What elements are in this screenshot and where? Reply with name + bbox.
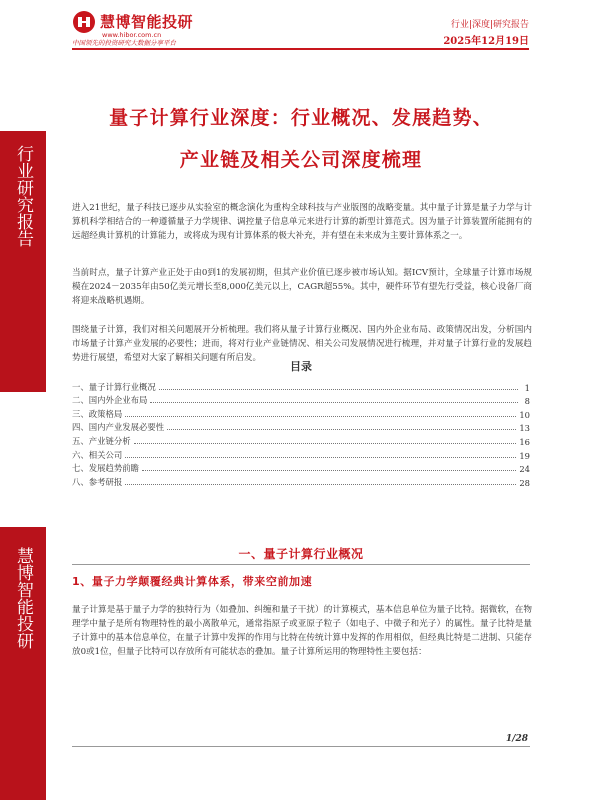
toc-item-label: 五、产业链分析 xyxy=(72,435,134,447)
report-title-line-2: 产业链及相关公司深度梳理 xyxy=(179,149,423,171)
toc-item[interactable] xyxy=(72,474,530,488)
toc-item-page: 24 xyxy=(519,464,530,475)
sidebar-bottom-label: 慧博智能投研 xyxy=(13,547,33,649)
toc-item-page: 13 xyxy=(519,423,530,434)
toc-item[interactable] xyxy=(72,420,530,434)
toc-item-page: 28 xyxy=(519,477,530,488)
footer-divider xyxy=(72,746,530,747)
toc-leader-dots xyxy=(125,484,516,485)
toc-item-label: 一、量子计算行业概况 xyxy=(72,381,159,393)
toc-item-label: 四、国内产业发展必要性 xyxy=(72,421,167,433)
toc-item[interactable] xyxy=(72,393,530,407)
toc-item-label: 三、政策格局 xyxy=(72,408,125,420)
toc-leader-dots xyxy=(159,389,518,390)
toc-item-page: 16 xyxy=(519,436,530,447)
toc-item-page: 1 xyxy=(524,382,530,393)
toc-item[interactable] xyxy=(72,433,530,447)
toc-leader-dots xyxy=(125,416,516,417)
logo-text: 慧博智能投研 xyxy=(100,13,194,31)
toc-leader-dots xyxy=(150,402,518,403)
toc-item-label: 八、参考研报 xyxy=(72,476,125,488)
toc-item-label: 六、相关公司 xyxy=(72,449,125,461)
intro-paragraph-2: 当前时点，量子计算产业正处于由0到1的发展初期，但其产业价值已逐步被市场认知。据ICV预计，全球量子计算市场规模在2024－2035年由50亿美元增长至8,000亿美元以上，CAGR超55%。其中，硬件环节有望先行受益，核心设备厂商将迎来战略机遇期。 xyxy=(72,268,532,306)
table-of-contents xyxy=(72,379,530,488)
toc-item-page: 19 xyxy=(519,450,530,461)
toc-leader-dots xyxy=(142,470,516,471)
toc-item-page: 8 xyxy=(524,396,530,407)
sidebar-band-bottom xyxy=(0,527,46,800)
logo-slogan: 中国领先的投资研究大数据分享平台 xyxy=(72,39,176,47)
section-paragraph-1: 量子计算是基于量子力学的独特行为（如叠加、纠缠和量子干扰）的计算模式，基本信息单位为量子比特。据微软，在物理学中量子是所有物理特性的最小离散单元，通常指原子或亚原子粒子（如电子、中微子和光子）的属性。量子比特是量子计算中的基本信息单位，在量子计算中发挥的作用与比特在传统计算中发挥的作用相似，但经典比特是二进制、只能存放0或1位，但量子比特可以存放所有可能状态的叠加。量子计算所运用的物理特性主要包括： xyxy=(72,605,532,657)
intro-paragraph-3: 围绕量子计算，我们对相关问题展开分析梳理。我们将从量子计算行业概况、国内外企业布局、政策情况出发，分析国内市场量子计算产业发展的必要性；进而，将对行业产业链情况、相关公司发展情况进行梳理，并对量子计算行业的发展趋势进行展望，希望对大家了解相关问题有所启发。 xyxy=(72,325,532,363)
toc-item-label: 二、国内外企业布局 xyxy=(72,394,150,406)
section-divider xyxy=(72,564,530,565)
page-number: 1/28 xyxy=(505,734,528,744)
intro-paragraph-1: 进入21世纪，量子科技已逐步从实验室的概念演化为重构全球科技与产业版图的战略变量。其中量子计算是量子力学与计算机科学相结合的一种遵循量子力学规律、调控量子信息单元来进行计算的新型计算范式。因为量子计算装置所能拥有的远超经典计算机的计算能力，或将成为现有计算体系的极大补充，并有望在未来成为主要计算体系之一。 xyxy=(72,203,532,241)
logo-icon xyxy=(72,10,96,34)
toc-item[interactable] xyxy=(72,461,530,475)
toc-leader-dots xyxy=(167,429,516,430)
toc-item-label: 七、发展趋势前瞻 xyxy=(72,462,142,474)
toc-leader-dots xyxy=(125,457,516,458)
document-date: 2025年12月19日 xyxy=(443,36,529,47)
sidebar-top-label: 行业研究报告 xyxy=(13,145,33,247)
toc-heading: 目录 xyxy=(290,360,312,373)
logo xyxy=(72,10,242,47)
report-title-line-1: 量子计算行业深度：行业概况、发展趋势、 xyxy=(109,107,493,129)
document-type: 行业|深度|研究报告 xyxy=(450,20,529,30)
toc-item[interactable] xyxy=(72,447,530,461)
sidebar-band-top xyxy=(0,131,46,392)
toc-item[interactable] xyxy=(72,406,530,420)
toc-item-page: 10 xyxy=(519,409,530,420)
section-heading: 一、量子计算行业概况 xyxy=(238,547,364,561)
logo-url: www.hibor.com.cn xyxy=(102,31,162,39)
toc-leader-dots xyxy=(134,443,517,444)
toc-item[interactable] xyxy=(72,379,530,393)
subsection-heading: 1、量子力学颠覆经典计算体系，带来空前加速 xyxy=(72,575,313,588)
page-header xyxy=(0,0,600,52)
header-divider xyxy=(72,48,529,50)
